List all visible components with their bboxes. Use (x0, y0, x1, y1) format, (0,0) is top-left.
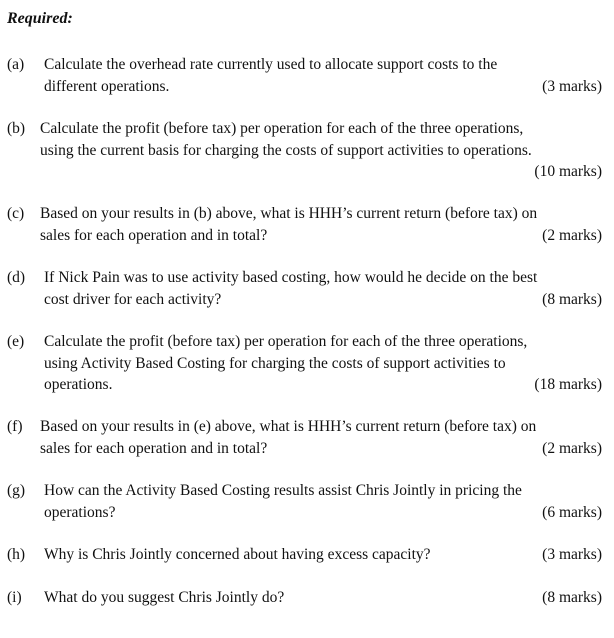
marks-label: (18 marks) (534, 376, 602, 393)
question-label: (d) (7, 269, 26, 286)
question-text-line: Calculate the profit (before tax) per operation for each of the three operations, (40, 120, 524, 137)
question-text-line: Why is Chris Jointly concerned about having excess capacity? (44, 546, 431, 563)
question-label: (c) (7, 205, 25, 222)
question-label: (f) (7, 418, 23, 435)
question-label: (b) (7, 120, 26, 137)
question-text-line: sales for each operation and in total? (40, 226, 268, 244)
question-d (7, 267, 602, 310)
question-text-line: operations? (44, 503, 116, 521)
question-i (7, 587, 602, 609)
marks-label: (2 marks) (542, 439, 602, 457)
question-text-line: sales for each operation and in total? (40, 439, 268, 457)
question-e (7, 331, 602, 396)
marks-label: (10 marks) (534, 163, 602, 180)
question-text-line: operations. (44, 376, 113, 393)
marks-label: (3 marks) (542, 77, 602, 95)
question-text-line: using the current basis for charging the costs of support activities to operations. (40, 141, 532, 159)
question-label: (e) (7, 333, 25, 350)
page-heading: Required: (7, 10, 73, 27)
marks-label: (6 marks) (542, 503, 602, 521)
question-a (7, 54, 602, 97)
question-text-line: cost driver for each activity? (44, 290, 222, 308)
question-text-line: Based on your results in (e) above, what is HHH’s current return (before tax) on (40, 418, 537, 435)
question-b (7, 118, 602, 183)
question-text-line: What do you suggest Chris Jointly do? (44, 589, 285, 606)
marks-label: (3 marks) (542, 546, 602, 563)
question-text-line: Based on your results in (b) above, what is HHH’s current return (before tax) on (40, 205, 538, 222)
marks-label: (2 marks) (542, 226, 602, 244)
question-text-line: different operations. (44, 77, 170, 95)
question-text-line: using Activity Based Costing for charging the costs of support activities to (44, 354, 506, 372)
marks-label: (8 marks) (542, 589, 602, 606)
question-f (7, 416, 602, 459)
question-label: (i) (7, 589, 22, 606)
question-c (7, 203, 602, 246)
question-h (7, 544, 602, 566)
question-label: (a) (7, 56, 25, 73)
question-text-line: How can the Activity Based Costing results assist Chris Jointly in pricing the (44, 482, 522, 499)
question-text-line: If Nick Pain was to use activity based costing, how would he decide on the best (44, 269, 538, 286)
question-text-line: Calculate the profit (before tax) per operation for each of the three operations, (44, 333, 528, 350)
question-text-line: Calculate the overhead rate currently used to allocate support costs to the (44, 56, 498, 73)
question-label: (g) (7, 482, 26, 499)
question-label: (h) (7, 546, 26, 563)
question-g (7, 480, 602, 523)
marks-label: (8 marks) (542, 290, 602, 308)
